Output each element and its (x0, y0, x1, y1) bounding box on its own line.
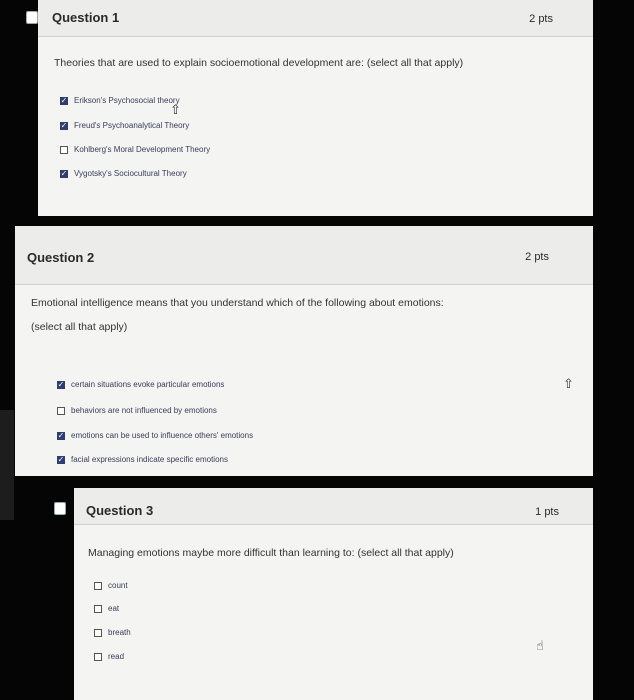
checkbox[interactable]: ✓ (60, 96, 68, 105)
question-prompt-note: (select all that apply) (31, 321, 128, 333)
option-checkbox[interactable] (57, 406, 217, 415)
option-label: read (108, 652, 125, 661)
option-label: Erikson's Psychosocial theory (74, 96, 180, 105)
checkbox[interactable]: ✓ (57, 380, 65, 389)
question-points: 1 pts (535, 506, 559, 518)
option-checkbox[interactable] (60, 121, 189, 130)
option-checkbox[interactable] (60, 96, 180, 105)
option-checkbox[interactable] (57, 431, 253, 440)
checkbox[interactable] (94, 629, 102, 637)
checkbox[interactable] (57, 407, 65, 415)
checkbox[interactable] (94, 605, 102, 613)
question-card-1 (38, 0, 593, 216)
option-checkbox[interactable] (57, 380, 224, 389)
checkbox[interactable]: ✓ (57, 431, 65, 440)
checkbox[interactable] (60, 146, 68, 154)
option-checkbox[interactable] (60, 145, 210, 154)
option-label: Vygotsky's Sociocultural Theory (74, 169, 187, 178)
option-checkbox[interactable] (94, 604, 119, 613)
mouse-cursor-icon: ⇧ (563, 376, 574, 391)
option-checkbox[interactable] (57, 455, 228, 464)
checkbox[interactable] (94, 582, 102, 590)
checkbox[interactable]: ✓ (60, 169, 68, 178)
question-header-3 (74, 488, 593, 525)
checkbox[interactable]: ✓ (60, 121, 68, 130)
option-checkbox[interactable] (60, 169, 187, 178)
question-flag-icon[interactable] (26, 11, 38, 24)
question-title: Question 2 (27, 250, 95, 265)
option-label: Kohlberg's Moral Development Theory (74, 145, 211, 154)
question-points: 2 pts (529, 13, 553, 25)
question-prompt: Theories that are used to explain socioemotional development are: (select all that apply) (54, 57, 464, 69)
option-checkbox[interactable] (94, 581, 128, 590)
hand-pointer-icon: ☝ (536, 638, 544, 653)
option-label: emotions can be used to influence others' emotions (71, 431, 254, 440)
option-label: certain situations evoke particular emotions (71, 380, 225, 389)
option-checkbox[interactable] (94, 628, 131, 637)
question-title: Question 1 (52, 10, 120, 25)
checkbox[interactable] (94, 653, 102, 661)
option-checkbox[interactable] (94, 652, 124, 661)
question-points: 2 pts (525, 251, 549, 263)
option-label: eat (108, 604, 120, 613)
question-prompt: Managing emotions maybe more difficult than learning to: (select all that apply) (88, 547, 454, 559)
question-flag-icon[interactable] (54, 502, 66, 515)
question-prompt: Emotional intelligence means that you understand which of the following about emotions: (31, 297, 444, 309)
option-label: behaviors are not influenced by emotions (71, 406, 217, 415)
option-label: Freud's Psychoanalytical Theory (74, 121, 190, 130)
checkbox[interactable]: ✓ (57, 455, 65, 464)
option-label: breath (108, 628, 131, 637)
question-card-2 (15, 226, 593, 476)
question-card-3 (74, 488, 593, 700)
question-title: Question 3 (86, 503, 154, 518)
option-label: count (108, 581, 128, 590)
option-label: facial expressions indicate specific emotions (71, 455, 228, 464)
mouse-cursor-icon: ⇧ (170, 102, 181, 117)
question-header-2 (15, 226, 593, 285)
question-header-1 (38, 0, 593, 37)
left-edge-shadow (0, 410, 14, 520)
